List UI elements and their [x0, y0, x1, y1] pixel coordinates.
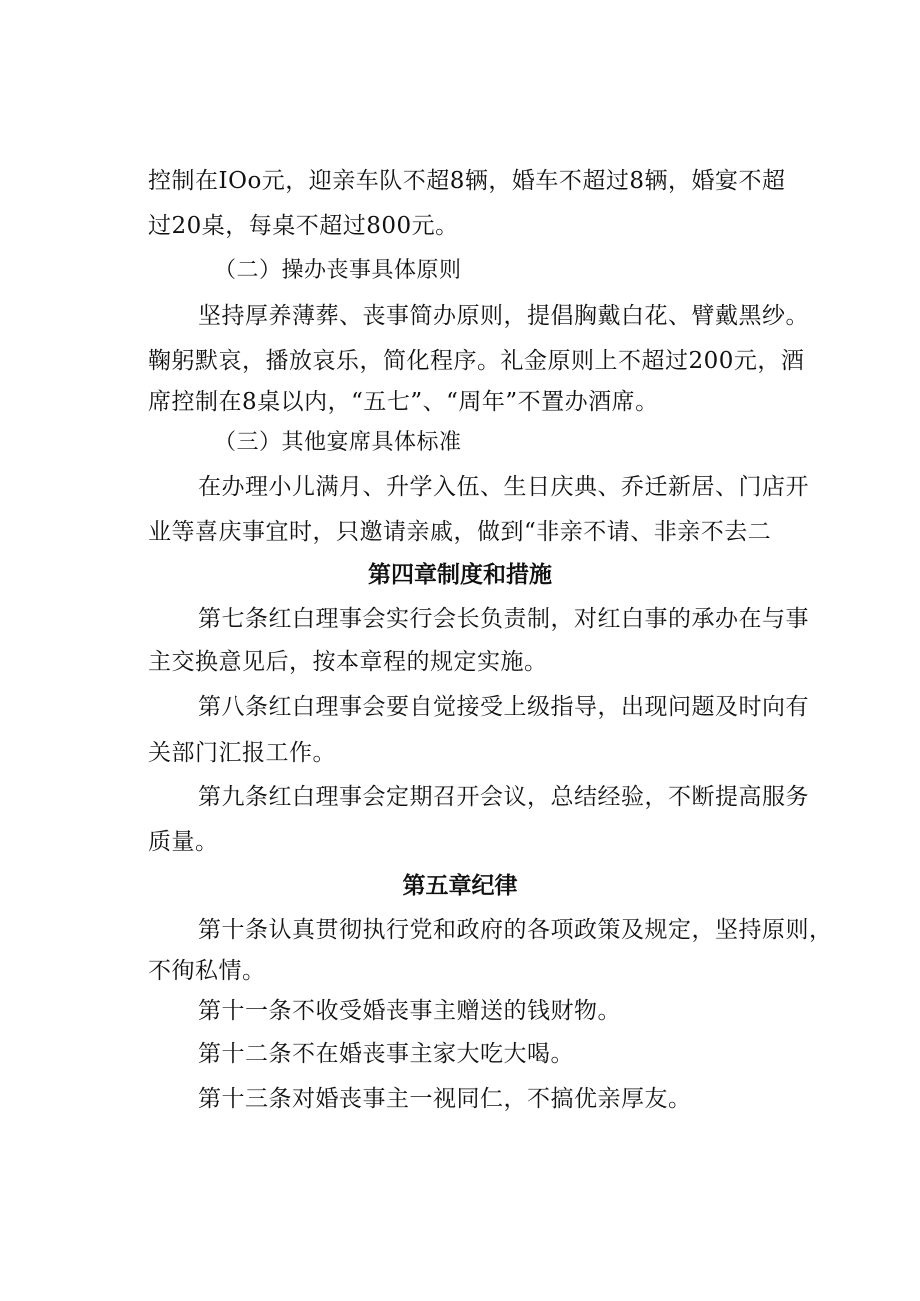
article-line: 第十条认真贯彻执行党和政府的各项政策及规定，坚持原则， — [198, 917, 833, 943]
text-line: 在办理小儿满月、升学入伍、生日庆典、乔迁新居、门店开 — [198, 474, 809, 500]
text-line: 过20桌，每桌不超过800元。 — [148, 213, 459, 239]
section-subheading: （三）其他宴席具体标准 — [214, 430, 462, 455]
article-line: 第九条红白理事会定期召开会议，总结经验，不断提高服务 — [198, 784, 809, 810]
text-line: 业等喜庆事宜时，只邀请亲戚，做到“非亲不请、非亲不去二 — [148, 519, 772, 545]
article-line: 第八条红白理事会要自觉接受上级指导，出现问题及时向有 — [198, 694, 809, 720]
article-line: 关部门汇报工作。 — [148, 740, 336, 766]
article-line: 第七条红白理事会实行会长负责制，对红白事的承办在与事 — [198, 606, 809, 632]
text-line: 坚持厚养薄葬、丧事简办原则，提倡胸戴白花、臂戴黑纱。 — [198, 303, 809, 329]
article-line: 第十二条不在婚丧事主家大吃大喝。 — [198, 1041, 574, 1067]
article-line: 不徇私情。 — [148, 958, 266, 984]
text-line: 鞠躬默哀，播放哀乐，简化程序。礼金原则上不超过200元，酒 — [148, 348, 805, 374]
article-line: 质量。 — [148, 829, 219, 855]
chapter-title: 第五章纪律 — [402, 873, 518, 899]
chapter-title: 第四章制度和措施 — [368, 562, 552, 588]
article-line: 主交换意见后，按本章程的规定实施。 — [148, 649, 548, 675]
article-line: 第十一条不收受婚丧事主赠送的钱财物。 — [198, 998, 621, 1024]
text-line: 控制在IOo元，迎亲车队不超8辆，婚车不超过8辆，婚宴不超 — [148, 168, 786, 194]
section-subheading: （二）操办丧事具体原则 — [214, 258, 462, 283]
article-line: 第十三条对婚丧事主一视同仁，不搞优亲厚友。 — [198, 1086, 692, 1112]
text-line: 席控制在8桌以内，“五七”、“周年”不置办酒席。 — [148, 389, 659, 415]
